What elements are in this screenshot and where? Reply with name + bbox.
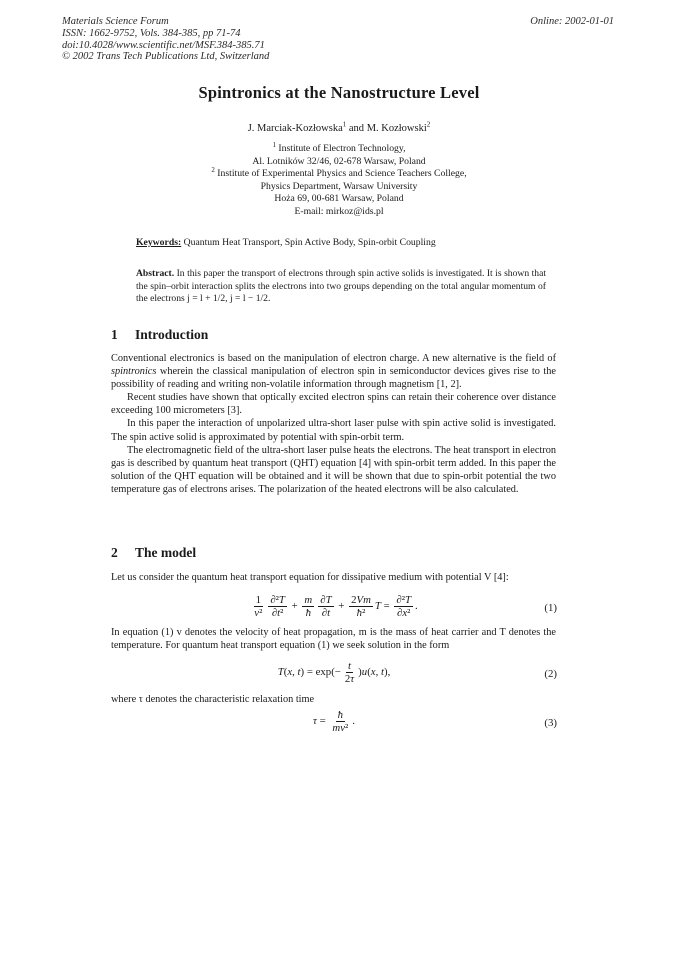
intro-p1-end: wherein the classical manipulation of electron spin in semiconductor devices gives rise to the possibility of reading and writing non-volatile information through magnetism [1, 2]. xyxy=(111,366,556,391)
affiliations xyxy=(0,140,678,219)
journal-name: Materials Science Forum xyxy=(62,16,169,27)
abstract xyxy=(136,268,546,306)
section-heading-introduction xyxy=(111,327,208,343)
equation-1-number: (1) xyxy=(544,602,557,614)
section-1-title: Introduction xyxy=(135,327,209,342)
equation-2-number: (2) xyxy=(544,668,557,680)
intro-p1-start: Conventional electronics is based on the manipulation of electron charge. A new alternative is the field of xyxy=(111,353,556,364)
email-line: E-mail: mirkoz@ids.pl xyxy=(294,205,384,217)
section-1-number: 1 xyxy=(111,327,118,342)
online-date: Online: 2002-01-01 xyxy=(530,16,614,27)
section-2-title: The model xyxy=(135,545,197,560)
paper-title: Spintronics at the Nanostructure Level xyxy=(198,83,480,102)
section-heading-model xyxy=(111,545,196,561)
intro-p1-emphasis: spintronics xyxy=(111,366,157,378)
abstract-label: Abstract. xyxy=(136,268,175,279)
keywords-label: Keywords: xyxy=(136,237,182,248)
author-2-sup: 2 xyxy=(426,120,431,129)
equation-2 xyxy=(111,660,557,690)
equation-3 xyxy=(111,709,557,739)
model-paragraph-1: Let us consider the quantum heat transport equation for dissipative medium with potential V [4]: xyxy=(111,572,509,583)
intro-paragraph-1 xyxy=(111,352,556,391)
equation-2-body: T(x, t) = exp(− $\frac{t}{2\tau}$ )u(x, t), xyxy=(277,660,391,685)
affil-2-line3: Hoża 69, 00-681 Warsaw, Poland xyxy=(274,193,404,205)
journal-copyright: © 2002 Trans Tech Publications Ltd, Switzerland xyxy=(62,51,270,63)
journal-header xyxy=(62,16,269,63)
affil-2-line2: Physics Department, Warsaw University xyxy=(260,180,418,192)
model-paragraph-2: In equation (1) v denotes the velocity of heat propagation, m is the mass of heat carrier and T denotes the temperature. For quantum heat transport equation (1) we seek solution in the form xyxy=(111,627,556,652)
affil-2-line1: Institute of Experimental Physics and Science Teachers College, xyxy=(217,168,467,180)
affil-1-line2: Al. Lotników 32/46, 02-678 Warsaw, Poland xyxy=(252,155,426,167)
introduction-body xyxy=(111,352,556,496)
author-and: and xyxy=(348,123,365,134)
equation-1-body: $\frac{1}{\text{v²}}$ $\frac{\text{∂²T}}{\text{∂t²}}$ + $\frac{m}{ħ}$ $\frac{\partial T}{\partial t}$ + $\frac{2Vm}{\text{ħ²}}$ T = $\frac{\text{∂²T}}{\text{∂x²}}$ . xyxy=(254,594,418,619)
equation-1 xyxy=(111,594,557,624)
affil-1-sup: 1 xyxy=(272,140,276,149)
intro-paragraph-3: In this paper the interaction of unpolarized ultra-short laser pulse with spin active solid is investigated. The spin active solid is approximated by potential with spin-orbit term. xyxy=(111,418,556,443)
intro-paragraph-2: Recent studies have shown that optically excited electron spins can retain their coherence over distance exceeding 100 micrometers [3]. xyxy=(111,392,556,417)
abstract-text: In this paper the transport of electrons through spin active solids is investigated. It is shown that the spin–orbit interaction splits the electrons into two groups depending on the total angular momentum of the electrons j = l + 1/2, j = l − 1/2. xyxy=(136,268,546,305)
equation-3-body: τ = $\frac{ħ}{\text{mv²}}$ . xyxy=(313,709,355,734)
author-2: M. Kozłowski xyxy=(366,123,427,134)
affil-1-line1: Institute of Electron Technology, xyxy=(278,143,406,154)
journal-doi: doi:10.4028/www.scientific.net/MSF.384-385.71 xyxy=(62,39,265,51)
keywords-text: Quantum Heat Transport, Spin Active Body, Spin-orbit Coupling xyxy=(183,237,436,248)
author-1: J. Marciak-Kozłowska xyxy=(247,123,343,134)
author-1-sup: 1 xyxy=(342,120,347,129)
model-paragraph-3: where τ denotes the characteristic relaxation time xyxy=(111,694,315,705)
section-2-number: 2 xyxy=(111,545,118,560)
affil-2-sup: 2 xyxy=(211,165,215,174)
author-line xyxy=(0,120,678,134)
intro-paragraph-4: The electromagnetic field of the ultra-short laser pulse heats the electrons. The heat transport in electron gas is described by quantum heat transport (QHT) equation [4] with spin-orbit term added. In this paper the solution of the QHT equation will be obtained and it will be shown that due to spin-orbit potential the two temperature gas of electrons arises. The polarization of the heated electrons will be also calculated. xyxy=(111,444,556,495)
journal-issn: ISSN: 1662-9752, Vols. 384-385, pp 71-74 xyxy=(62,27,241,39)
keywords xyxy=(136,237,576,248)
equation-3-number: (3) xyxy=(544,717,557,729)
